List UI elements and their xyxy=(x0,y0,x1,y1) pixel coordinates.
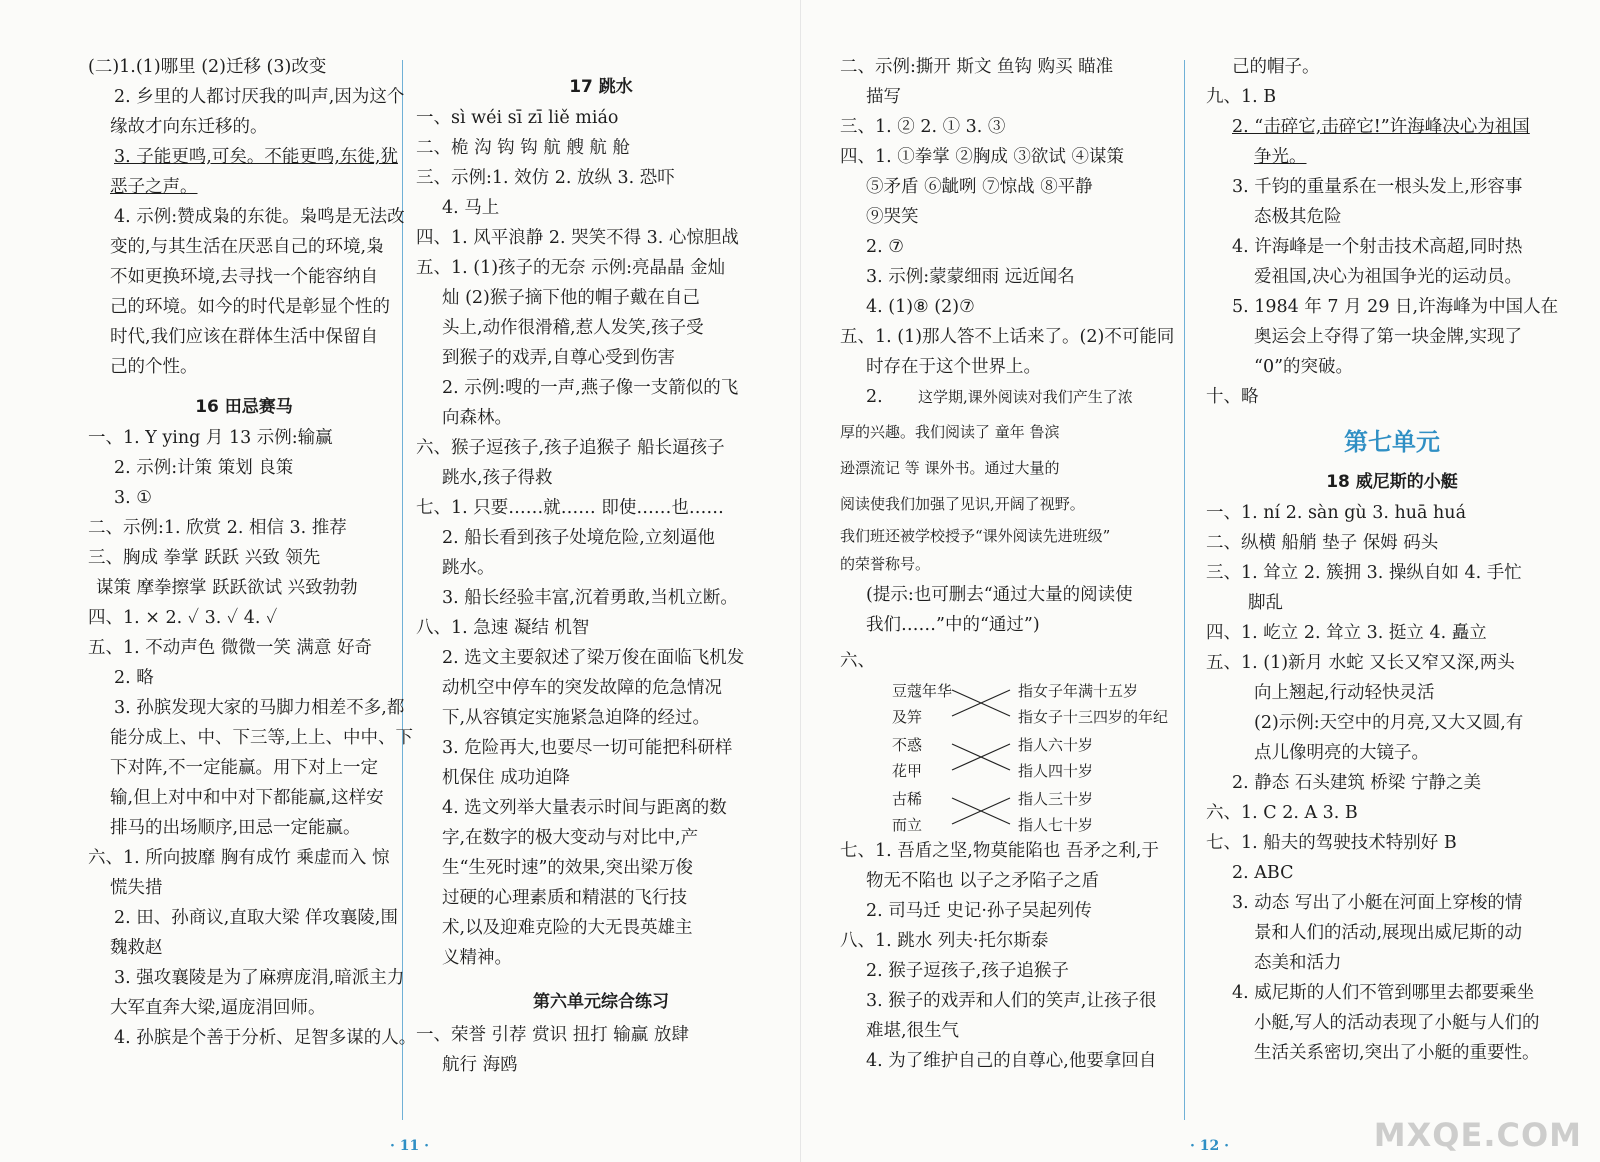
answer-line: 四、1. ①拳掌 ②胸成 ③欲试 ④谋策 xyxy=(840,147,1124,167)
answer-line: 2. 选文主要叙述了梁万俊在面临飞机发 xyxy=(442,648,745,668)
answer-line: 跳水,孩子得救 xyxy=(442,468,553,488)
answer-line: 七、1. 船夫的驾驶技术特别好 B xyxy=(1206,833,1457,853)
answer-line: 能分成上、中、下三等,上上、中中、下 xyxy=(110,728,414,748)
answer-line: 六、1. 所向披靡 胸有成竹 乘虚而入 惊 xyxy=(88,848,390,868)
answer-line: 慌失措 xyxy=(110,878,163,898)
answer-line: 我们……”中的“通过”) xyxy=(866,615,1040,635)
match-left-item: 花甲 xyxy=(892,762,923,780)
answer-line: 六、猴子逗孩子,孩子追猴子 船长逼孩子 xyxy=(416,438,725,458)
answer-line: 生“生死时速”的效果,突出梁万俊 xyxy=(442,858,693,878)
match-right-item: 指人四十岁 xyxy=(1018,762,1094,780)
answer-line: 2. 示例:嗖的一声,燕子像一支箭似的飞 xyxy=(442,378,739,398)
unit-heading: 第七单元 xyxy=(1344,428,1440,456)
answer-line: 九、1. B xyxy=(1206,87,1277,107)
answer-line: 己的帽子。 xyxy=(1232,57,1320,77)
match-right-item: 指人三十岁 xyxy=(1018,790,1094,808)
match-left-item: 及笄 xyxy=(892,708,923,726)
match-left-item: 而立 xyxy=(892,816,923,834)
answer-line: 一、sì wéi sī zī liě miáo xyxy=(416,108,619,128)
answer-line: 态美和活力 xyxy=(1254,953,1342,973)
answer-line: 描写 xyxy=(866,87,901,107)
answer-line: 到猴子的戏弄,自尊心受到伤害 xyxy=(442,348,676,368)
answer-line: 3. 孙膑发现大家的马脚力相差不多,都 xyxy=(114,698,405,718)
answer-line: 二、示例:1. 欣赏 2. 相信 3. 推荐 xyxy=(88,518,347,538)
answer-line: (提示:也可删去“通过大量的阅读使 xyxy=(866,585,1133,605)
answer-line: 己的环境。如今的时代是彰显个性的 xyxy=(110,297,390,317)
answer-line: 景和人们的活动,展现出威尼斯的动 xyxy=(1254,923,1523,943)
answer-line: 5. 1984 年 7 月 29 日,许海峰为中国人在 xyxy=(1232,297,1559,317)
answer-line: 4. 许海峰是一个射击技术高超,同时热 xyxy=(1232,237,1523,257)
match-right-item: 指女子年满十五岁 xyxy=(1018,682,1139,700)
answer-line: 四、1. × 2. ✓ 3. ✓ 4. ✓ xyxy=(88,608,278,628)
answer-line: 排马的出场顺序,田忌一定能赢。 xyxy=(110,818,361,838)
editing-line: 逊漂流记 等 课外书。通过大量的 xyxy=(840,459,1060,477)
answer-line: 八、1. 急速 凝结 机智 xyxy=(416,618,590,638)
answer-line: 动机空中停车的突发故障的危急情况 xyxy=(442,678,722,698)
answer-line: 三、1. ② 2. ① 3. ③ xyxy=(840,117,1006,137)
answer-line: 4. 示例:赞成枭的东徙。枭鸣是无法改 xyxy=(114,207,405,227)
answer-line: 下,从容镇定实施紧急迫降的经过。 xyxy=(442,708,711,728)
answer-line: 跳水。 xyxy=(442,558,495,578)
answer-line: 变的,与其生活在厌恶自己的环境,枭 xyxy=(110,237,384,257)
answer-line: 3. ① xyxy=(114,488,152,508)
answer-line: 3. 猴子的戏弄和人们的笑声,让孩子很 xyxy=(866,991,1157,1011)
answer-line: 2. 乡里的人都讨厌我的叫声,因为这个 xyxy=(114,87,405,107)
answer-line: 下对阵,不一定能赢。用下对上一定 xyxy=(110,758,379,778)
answer-line: 3. 动态 写出了小艇在河面上穿梭的情 xyxy=(1232,893,1523,913)
answer-line: 术,以及迎难克险的大无畏英雄主 xyxy=(442,918,693,938)
answer-line: 时代,我们应该在群体生活中保留自 xyxy=(110,327,379,347)
column-3 xyxy=(840,52,1180,1076)
answer-line xyxy=(840,382,1180,412)
lesson-title: 18 威尼斯的小艇 xyxy=(1326,472,1458,492)
answer-line: 2. 示例:计策 策划 良策 xyxy=(114,458,294,478)
editing-line: 阅读使我们加强了见识,开阔了视野。 xyxy=(840,495,1085,513)
answer-line: 四、1. 风平浪静 2. 哭笑不得 3. 心惊胆战 xyxy=(416,228,739,248)
answer-line: 物无不陷也 以子之矛陷子之盾 xyxy=(866,871,1100,891)
answer-line: 五、1. (1)那人答不上话来了。(2)不可能同 xyxy=(840,327,1175,347)
answer-line: 4. (1)⑧ (2)⑦ xyxy=(866,297,975,317)
matching-exercise xyxy=(840,676,1180,836)
answer-line: 4. 威尼斯的人们不管到哪里去都要乘坐 xyxy=(1232,983,1535,1003)
watermark-logo: MXQE.COM xyxy=(1373,1116,1582,1154)
answer-line: 2. 静态 石头建筑 桥梁 宁静之美 xyxy=(1232,773,1481,793)
section-title: 第六单元综合练习 xyxy=(533,992,669,1012)
answer-line: 2. 略 xyxy=(114,668,154,688)
answer-line: 一、1. Y ying 月 13 示例:输赢 xyxy=(88,428,333,448)
answer-line: 难堪,很生气 xyxy=(866,1021,960,1041)
answer-line: 不如更换环境,去寻找一个能容纳自 xyxy=(110,267,379,287)
column-divider-right xyxy=(1184,60,1185,1120)
match-left-item: 豆蔻年华 xyxy=(892,682,953,700)
lesson-title: 16 田忌赛马 xyxy=(195,397,293,417)
column-2 xyxy=(416,52,786,1080)
answer-line: 3. 千钧的重量系在一根头发上,形容事 xyxy=(1232,177,1523,197)
answer-line: 三、胸成 拳掌 跃跃 兴致 领先 xyxy=(88,548,321,568)
answer-line: 2. 司马迁 史记·孙子吴起列传 xyxy=(866,901,1092,921)
answer-line: 时存在于这个世界上。 xyxy=(866,357,1041,377)
answer-line: 三、示例:1. 效仿 2. 放纵 3. 恐吓 xyxy=(416,168,675,188)
answer-line: 2. 船长看到孩子处境危险,立刻逼他 xyxy=(442,528,715,548)
match-left-item: 不惑 xyxy=(892,736,923,754)
answer-line: 点儿像明亮的大镜子。 xyxy=(1254,743,1429,763)
answer-line: 五、1. 不动声色 微微一笑 满意 好奇 xyxy=(88,638,372,658)
answer-line: 字,在数字的极大变动与对比中,产 xyxy=(442,828,699,848)
answer-line: (2)示例:天空中的月亮,又大又圆,有 xyxy=(1254,713,1524,733)
match-left-item: 古稀 xyxy=(892,790,923,808)
lesson-title: 17 跳水 xyxy=(569,77,633,97)
answer-line: 3. 危险再大,也要尽一切可能把科研样 xyxy=(442,738,733,758)
item-number: 2. xyxy=(866,387,883,407)
answer-line: 2. 猴子逗孩子,孩子追猴子 xyxy=(866,961,1069,981)
answer-line: 脚乱 xyxy=(1248,593,1283,613)
answer-line: 恶子之声。 xyxy=(110,177,198,197)
page-number-left: · 11 · xyxy=(390,1138,429,1154)
answer-line: 2. ⑦ xyxy=(866,237,904,257)
match-right-item: 指人七十岁 xyxy=(1018,816,1094,834)
answer-line: 五、1. (1)新月 水蛇 又长又窄又深,两头 xyxy=(1206,653,1515,673)
editing-line: 我们班还被学校授予“课外阅读先进班级” xyxy=(840,527,1111,545)
answer-line: 3. 船长经验丰富,沉着勇敢,当机立断。 xyxy=(442,588,738,608)
answer-line: 义精神。 xyxy=(442,948,512,968)
answer-line: 七、1. 只要……就…… 即使……也…… xyxy=(416,498,724,518)
column-1 xyxy=(88,52,417,1053)
answer-line: 缘故才向东迁移的。 xyxy=(110,117,268,137)
page-number-right: · 12 · xyxy=(1190,1138,1229,1154)
answer-line: 六、1. C 2. A 3. B xyxy=(1206,803,1358,823)
answer-line: 态极其危险 xyxy=(1254,207,1342,227)
answer-line: 爱祖国,决心为祖国争光的运动员。 xyxy=(1254,267,1523,287)
answer-line: 头上,动作很滑稽,惹人发笑,孩子受 xyxy=(442,318,704,338)
answer-line: 4. 孙膑是个善于分析、足智多谋的人。 xyxy=(114,1028,417,1048)
answer-line: ⑤矛盾 ⑥龇咧 ⑦惊战 ⑧平静 xyxy=(866,177,1093,197)
center-fold xyxy=(800,0,801,1162)
answer-line: 谋策 摩拳擦掌 跃跃欲试 兴致勃勃 xyxy=(96,578,358,598)
answer-line: 2. ABC xyxy=(1232,863,1294,883)
answer-line: 己的个性。 xyxy=(110,357,198,377)
answer-line: 3. 强攻襄陵是为了麻痹庞涓,暗派主力 xyxy=(114,968,405,988)
answer-line: 机保住 成功迫降 xyxy=(442,768,571,788)
answer-line: 四、1. 屹立 2. 耸立 3. 挺立 4. 矗立 xyxy=(1206,623,1487,643)
answer-line: 输,但上对中和中对下都能赢,这样安 xyxy=(110,788,384,808)
answer-line: 向上翘起,行动轻快灵活 xyxy=(1254,683,1435,703)
answer-line: 二、纵横 船艄 垫子 保姆 码头 xyxy=(1206,533,1439,553)
answer-line: 4. 马上 xyxy=(442,198,500,218)
answer-line: 二、示例:撕开 斯文 鱼钩 购买 瞄准 xyxy=(840,57,1114,77)
answer-line: 灿 (2)猴子摘下他的帽子戴在自己 xyxy=(442,288,700,308)
match-right-item: 指人六十岁 xyxy=(1018,736,1094,754)
answer-line: 过硬的心理素质和精湛的飞行技 xyxy=(442,888,687,908)
answer-line: 2. “击碎它,击碎它!”许海峰决心为祖国 xyxy=(1232,117,1530,137)
answer-line: 4. 选文列举大量表示时间与距离的数 xyxy=(442,798,727,818)
answer-line: 六、 xyxy=(840,651,875,671)
answer-line: 七、1. 吾盾之坚,物莫能陷也 吾矛之利,于 xyxy=(840,841,1159,861)
answer-line: 魏救赵 xyxy=(110,938,163,958)
answer-line: 五、1. (1)孩子的无奈 示例:亮晶晶 金灿 xyxy=(416,258,726,278)
answer-line: 三、1. 耸立 2. 簇拥 3. 操纵自如 4. 手忙 xyxy=(1206,563,1522,583)
answer-line: 一、1. ní 2. sàn gù 3. huā huá xyxy=(1206,503,1467,523)
editing-line: 厚的兴趣。我们阅读了 童年 鲁滨 xyxy=(840,423,1060,441)
answer-line: 3. 示例:蒙蒙细雨 远近闻名 xyxy=(866,267,1075,287)
editing-line: 的荣誉称号。 xyxy=(840,555,931,573)
answer-line: 十、略 xyxy=(1206,387,1259,407)
match-right-item: 指女子十三四岁的年纪 xyxy=(1018,708,1169,726)
answer-line: 向森林。 xyxy=(442,408,512,428)
answer-line: 二、桅 沟 钩 钩 航 艘 航 舱 xyxy=(416,138,630,158)
answer-line: 大军直奔大梁,逼庞涓回师。 xyxy=(110,998,326,1018)
answer-line: 航行 海鸥 xyxy=(442,1055,518,1075)
answer-line: 小艇,写人的活动表现了小艇与人们的 xyxy=(1254,1013,1540,1033)
answer-line: 生活关系密切,突出了小艇的重要性。 xyxy=(1254,1043,1540,1063)
answer-line: “0”的突破。 xyxy=(1254,357,1354,377)
answer-line: ⑨哭笑 xyxy=(866,207,919,227)
column-4 xyxy=(1206,52,1578,1068)
answer-line: 4. 为了维护自己的自尊心,他要拿回自 xyxy=(866,1051,1157,1071)
answer-line: 奥运会上夺得了第一块金牌,实现了 xyxy=(1254,327,1523,347)
answer-line: (二)1.(1)哪里 (2)迁移 (3)改变 xyxy=(88,57,327,77)
answer-line: 八、1. 跳水 列夫·托尔斯泰 xyxy=(840,931,1049,951)
editing-text: 这学期,课外阅读对我们产生了浓 xyxy=(918,388,1133,406)
answer-line: 2. 田、孙商议,直取大梁 佯攻襄陵,围 xyxy=(114,908,398,928)
answer-line: 争光。 xyxy=(1254,147,1307,167)
answer-line: 一、荣誉 引荐 赏识 扭打 输赢 放肆 xyxy=(416,1025,689,1045)
answer-line: 3. 子能更鸣,可矣。不能更鸣,东徙,犹 xyxy=(114,147,398,167)
